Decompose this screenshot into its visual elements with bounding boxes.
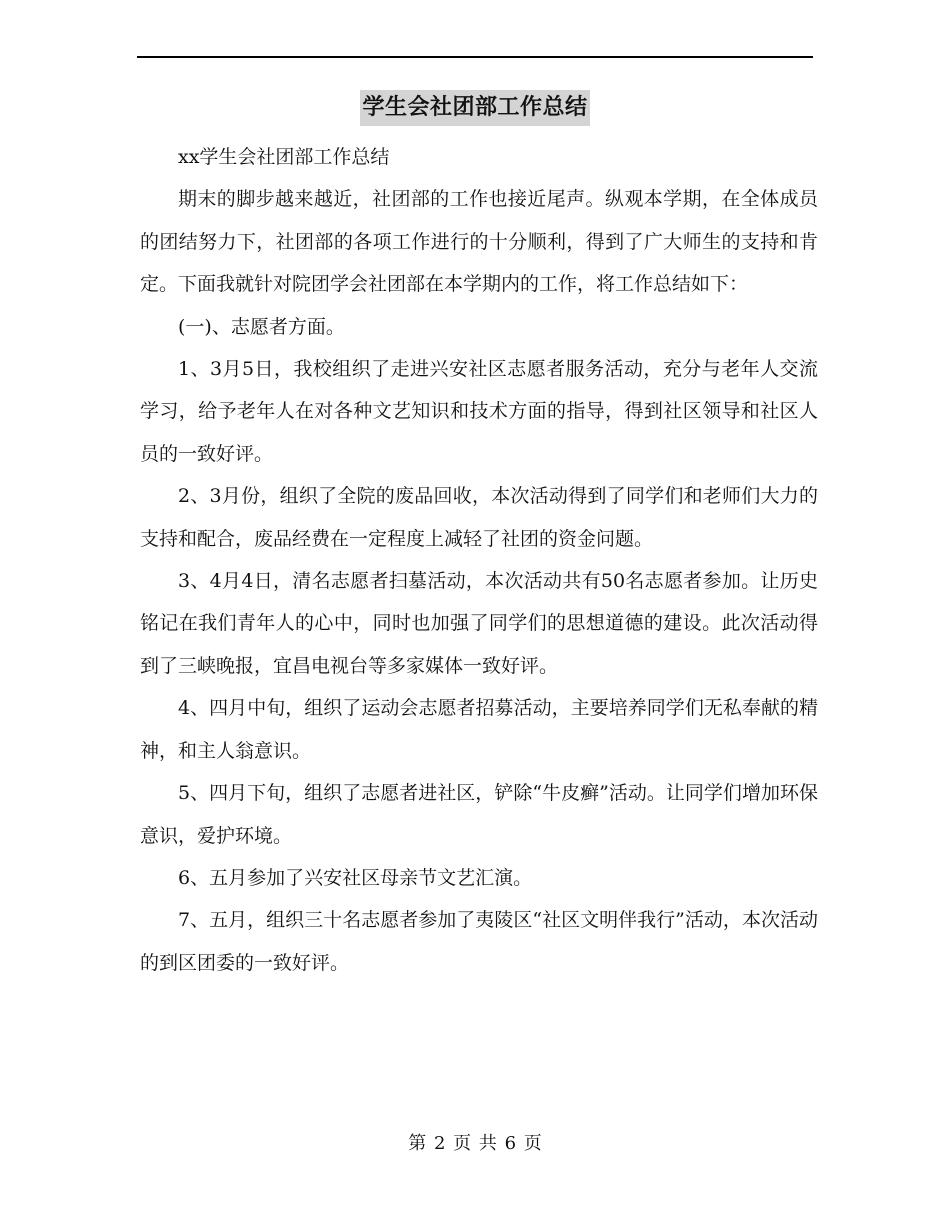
section-heading-volunteer: (一)、志愿者方面。 xyxy=(178,315,345,338)
list-item-5: 5、四月下旬，组织了志愿者进社区，铲除“牛皮癣”活动。让同学们增加环保意识，爱护环境。 xyxy=(140,782,818,847)
document-body xyxy=(140,136,818,984)
header-rule xyxy=(137,56,813,58)
list-item-4: 4、四月中旬，组织了运动会志愿者招募活动，主要培养同学们无私奉献的精神，和主人翁意识。 xyxy=(140,697,818,762)
document-title: 学生会社团部工作总结 xyxy=(360,90,589,126)
list-item-1: 1、3月5日，我校组织了走进兴安社区志愿者服务活动，充分与老年人交流学习，给予老年人在对各种文艺知识和技术方面的指导，得到社区领导和社区人员的一致好评。 xyxy=(140,358,818,465)
list-item-2: 2、3月份，组织了全院的废品回收，本次活动得到了同学们和老师们大力的支持和配合，废品经费在一定程度上减轻了社团的资金问题。 xyxy=(140,485,818,550)
title-container xyxy=(0,90,950,126)
list-item-6: 6、五月参加了兴安社区母亲节文艺汇演。 xyxy=(178,866,533,889)
list-item-3: 3、4月4日，清名志愿者扫墓活动，本次活动共有50名志愿者参加。让历史铭记在我们青年人的心中，同时也加强了同学们的思想道德的建设。此次活动得到了三峡晚报，宜昌电视台等多家媒体一致好评。 xyxy=(140,570,818,677)
list-item-7: 7、五月，组织三十名志愿者参加了夷陵区“社区文明伴我行”活动，本次活动的到区团委的一致好评。 xyxy=(140,909,818,974)
paragraph-intro: 期末的脚步越来越近，社团部的工作也接近尾声。纵观本学期，在全体成员的团结努力下，社团部的各项工作进行的十分顺利，得到了广大师生的支持和肯定。下面我就针对院团学会社团部在本学期内的工作，将工作总结如下： xyxy=(140,188,818,296)
page-number: 第 2 页 共 6 页 xyxy=(408,1133,542,1154)
paragraph-subtitle: xx学生会社团部工作总结 xyxy=(178,146,390,168)
